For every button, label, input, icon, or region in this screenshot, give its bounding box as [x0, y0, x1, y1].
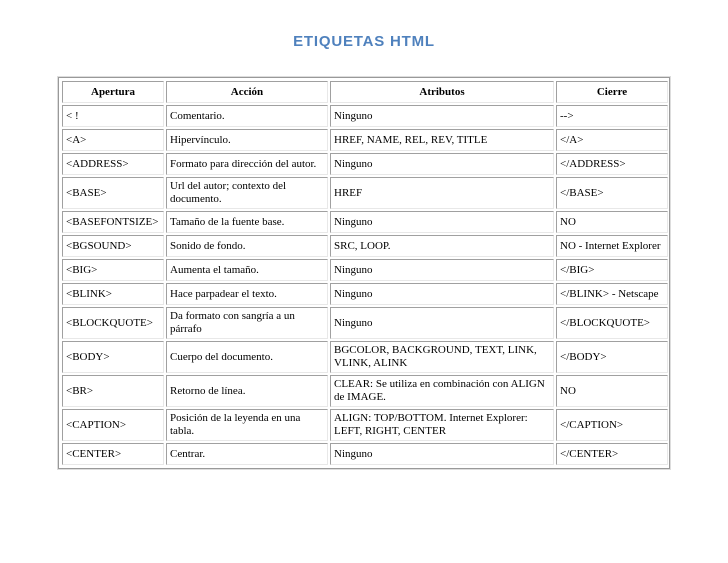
cell-cierre: </BLINK> - Netscape — [556, 283, 668, 305]
table-row — [62, 443, 668, 465]
cell-cierre: </A> — [556, 129, 668, 151]
cell-accion: Url del autor; contexto del documento. — [166, 177, 328, 209]
cell-accion: Cuerpo del documento. — [166, 341, 328, 373]
table-row — [62, 375, 668, 407]
cell-apertura: <BIG> — [62, 259, 164, 281]
cell-cierre: </BODY> — [556, 341, 668, 373]
cell-atributos: HREF, NAME, REL, REV, TITLE — [330, 129, 554, 151]
cell-accion: Posición de la leyenda en una tabla. — [166, 409, 328, 441]
cell-accion: Sonido de fondo. — [166, 235, 328, 257]
cell-apertura: <CAPTION> — [62, 409, 164, 441]
cell-atributos: Ninguno — [330, 105, 554, 127]
cell-accion: Retorno de línea. — [166, 375, 328, 407]
table-header-row — [62, 81, 668, 103]
cell-accion: Da formato con sangría a un párrafo — [166, 307, 328, 339]
table-row — [62, 259, 668, 281]
table-row — [62, 105, 668, 127]
cell-atributos: BGCOLOR, BACKGROUND, TEXT, LINK, VLINK, ALINK — [330, 341, 554, 373]
cell-accion: Hace parpadear el texto. — [166, 283, 328, 305]
cell-apertura: <BASEFONTSIZE> — [62, 211, 164, 233]
header-cierre: Cierre — [556, 81, 668, 103]
header-accion: Acción — [166, 81, 328, 103]
cell-atributos: Ninguno — [330, 211, 554, 233]
cell-apertura: <BR> — [62, 375, 164, 407]
cell-apertura: <BLINK> — [62, 283, 164, 305]
cell-accion: Formato para dirección del autor. — [166, 153, 328, 175]
table-row — [62, 177, 668, 209]
cell-atributos: Ninguno — [330, 259, 554, 281]
cell-accion: Tamaño de la fuente base. — [166, 211, 328, 233]
cell-cierre: </ADDRESS> — [556, 153, 668, 175]
cell-apertura: <BGSOUND> — [62, 235, 164, 257]
cell-atributos: Ninguno — [330, 307, 554, 339]
cell-cierre: </BASE> — [556, 177, 668, 209]
table-row — [62, 409, 668, 441]
cell-atributos: Ninguno — [330, 443, 554, 465]
cell-cierre: NO — [556, 211, 668, 233]
cell-cierre: --> — [556, 105, 668, 127]
cell-apertura: < ! — [62, 105, 164, 127]
cell-apertura: <BLOCKQUOTE> — [62, 307, 164, 339]
header-atributos: Atributos — [330, 81, 554, 103]
header-apertura: Apertura — [62, 81, 164, 103]
cell-atributos: Ninguno — [330, 283, 554, 305]
table-row — [62, 341, 668, 373]
cell-apertura: <CENTER> — [62, 443, 164, 465]
cell-atributos: Ninguno — [330, 153, 554, 175]
tags-table-frame — [58, 77, 670, 469]
table-row — [62, 211, 668, 233]
cell-atributos: SRC, LOOP. — [330, 235, 554, 257]
cell-cierre: </CAPTION> — [556, 409, 668, 441]
cell-accion: Aumenta el tamaño. — [166, 259, 328, 281]
table-row — [62, 235, 668, 257]
cell-accion: Comentario. — [166, 105, 328, 127]
cell-accion: Hipervínculo. — [166, 129, 328, 151]
cell-apertura: <A> — [62, 129, 164, 151]
table-row — [62, 129, 668, 151]
cell-apertura: <BODY> — [62, 341, 164, 373]
cell-accion: Centrar. — [166, 443, 328, 465]
cell-apertura: <BASE> — [62, 177, 164, 209]
table-row — [62, 283, 668, 305]
cell-atributos: HREF — [330, 177, 554, 209]
cell-cierre: </BIG> — [556, 259, 668, 281]
table-row — [62, 153, 668, 175]
cell-cierre: </BLOCKQUOTE> — [556, 307, 668, 339]
table-row — [62, 307, 668, 339]
cell-cierre: </CENTER> — [556, 443, 668, 465]
page-title: ETIQUETAS HTML — [293, 33, 435, 50]
cell-atributos: ALIGN: TOP/BOTTOM. Internet Explorer: LEFT, RIGHT, CENTER — [330, 409, 554, 441]
cell-apertura: <ADDRESS> — [62, 153, 164, 175]
tags-table — [60, 79, 670, 467]
cell-cierre: NO — [556, 375, 668, 407]
cell-cierre: NO - Internet Explorer — [556, 235, 668, 257]
cell-atributos: CLEAR: Se utiliza en combinación con ALIGN de IMAGE. — [330, 375, 554, 407]
